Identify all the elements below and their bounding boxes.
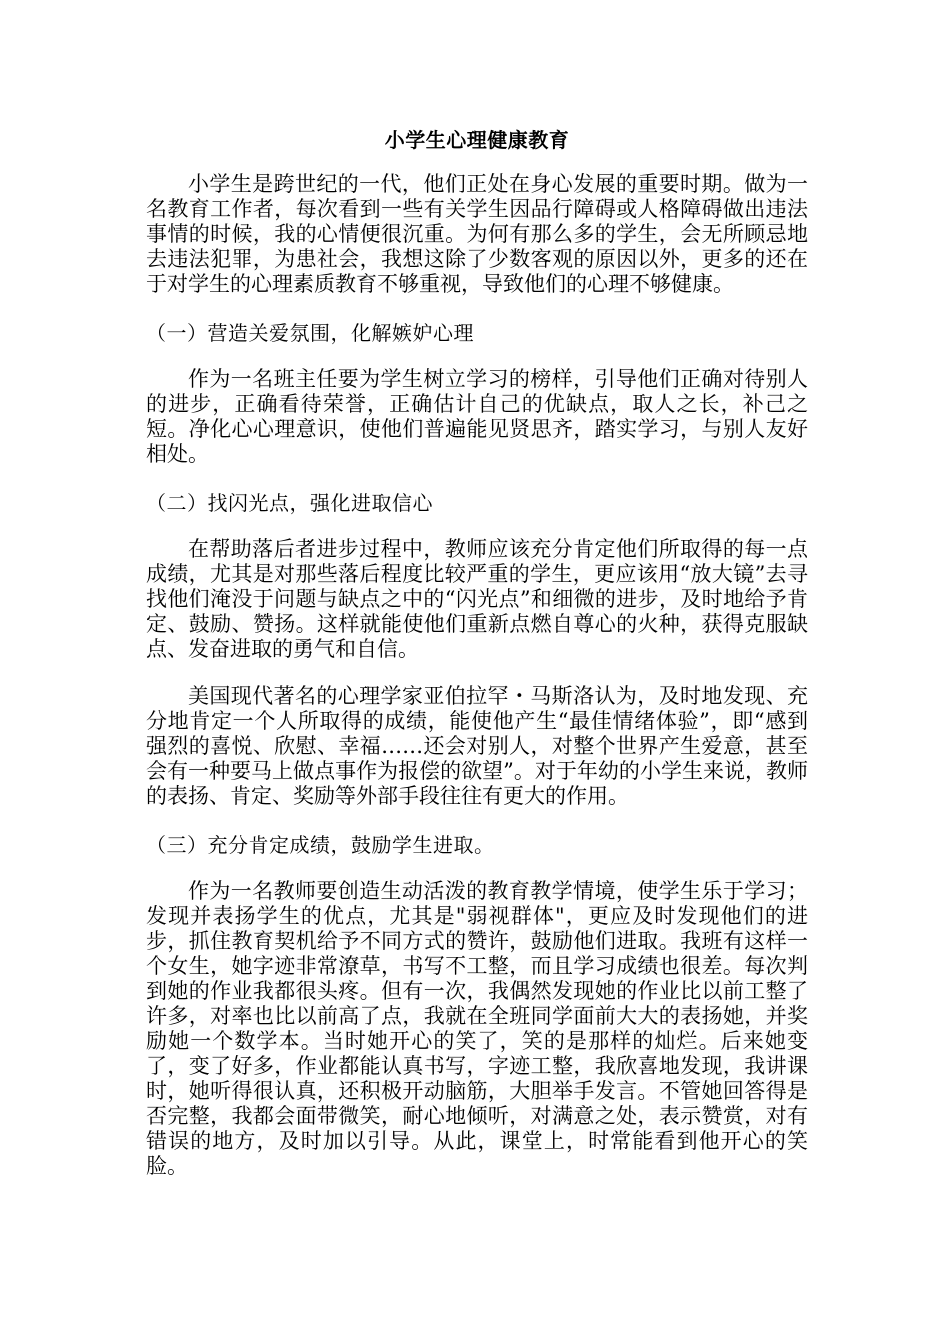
section-3-paragraph: 作为一名教师要创造生动活泼的教育教学情境，使学生乐于学习；发现并表扬学生的优点，尤其是"弱视群体"，更应及时发现他们的进步，抓住教育契机给予不同方式的赞许，鼓励他们进取。我班有这样一个女生，她字迹非常潦草，书写不工整，而且学习成绩也很差。每次判到她的作业我都很头疼。但有一次，我偶然发现她的作业比以前工整了许多，对率也比以前高了点，我就在全班同学面前大大的表扬她，并奖励她一个数学本。当时她开心的笑了，笑的是那样的灿烂。后来她变了，变了好多，作业都能认真书写，字迹工整，我欣喜地发现，我讲课时，她听得很认真，还积极开动脑筋，大胆举手发言。不管她回答得是否完整，我都会面带微笑，耐心地倾听，对满意之处，表示赞赏，对有错误的地方，及时加以引导。从此，课堂上，时常能看到他开心的笑脸。	[146, 879, 808, 1178]
document-body	[146, 126, 808, 1201]
section-2-paragraph-2: 美国现代著名的心理学家亚伯拉罕・马斯洛认为，及时地发现、充分地肯定一个人所取得的成绩，能使他产生“最佳情绪体验”，即“感到强烈的喜悦、欣慰、幸福……还会对别人，对整个世界产生爱意，甚至会有一种要马上做点事作为报偿的欲望”。对于年幼的小学生来说，教师的表扬、肯定、奖励等外部手段往往有更大的作用。	[146, 684, 808, 808]
section-2-paragraph-1: 在帮助落后者进步过程中，教师应该充分肯定他们所取得的每一点成绩，尤其是对那些落后程度比较严重的学生，更应该用“放大镜”去寻找他们淹没于问题与缺点之中的“闪光点”和细微的进步，及时地给予肯定、鼓励、赞扬。这样就能使他们重新点燃自尊心的火种，获得克服缺点、发奋进取的勇气和自信。	[146, 537, 808, 661]
section-heading-1: （一）营造关爱氛围，化解嫉妒心理	[146, 321, 474, 345]
section-heading-3: （三）充分肯定成绩，鼓励学生进取。	[146, 833, 495, 857]
document-title: 小学生心理健康教育	[384, 128, 570, 152]
section-1-paragraph: 作为一名班主任要为学生树立学习的榜样，引导他们正确对待别人的进步，正确看待荣誉，正确估计自己的优缺点，取人之长，补己之短。净化心心理意识，使他们普遍能见贤思齐，踏实学习，与别人友好相处。	[146, 367, 808, 466]
intro-paragraph: 小学生是跨世纪的一代，他们正处在身心发展的重要时期。做为一名教育工作者，每次看到一些有关学生因品行障碍或人格障碍做出违法事情的时候，我的心情便很沉重。为何有那么多的学生，会无所顾忌地去违法犯罪，为患社会，我想这除了少数客观的原因以外，更多的还在于对学生的心理素质教育不够重视，导致他们的心理不够健康。	[146, 172, 808, 296]
section-heading-2: （二）找闪光点，强化进取信心	[146, 491, 433, 515]
